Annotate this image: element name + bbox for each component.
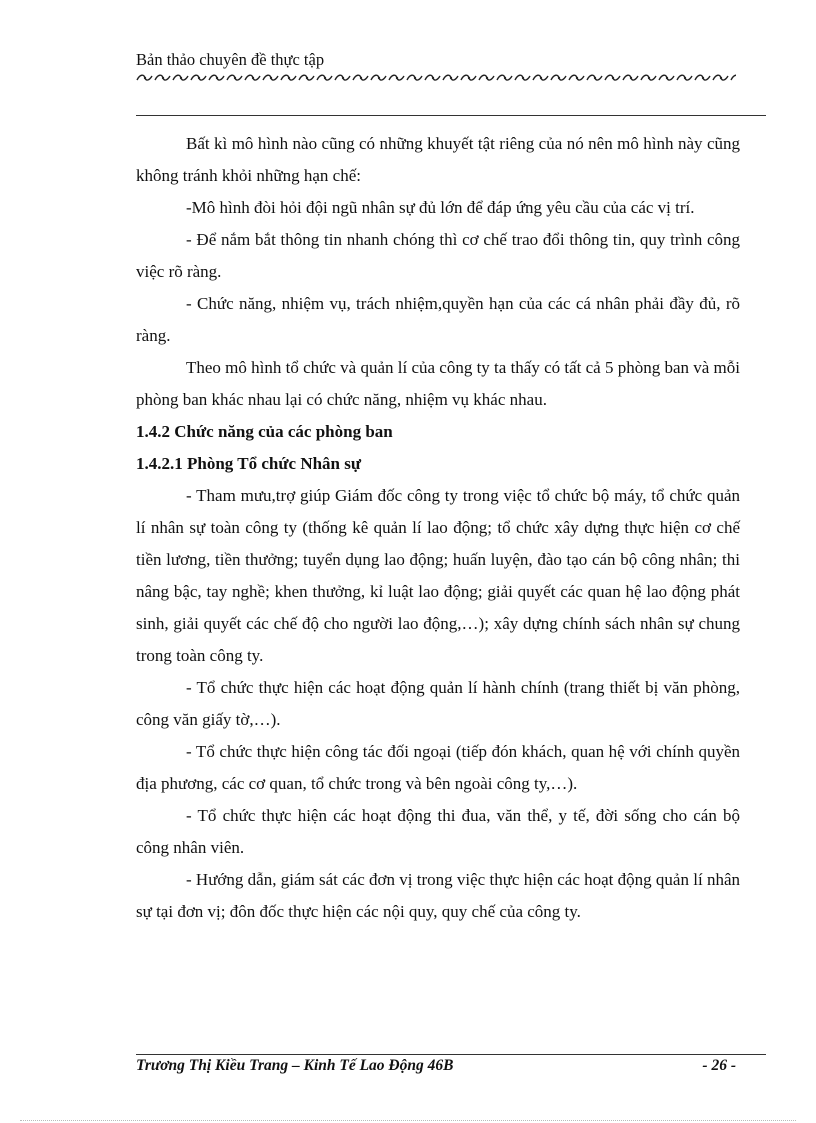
section-heading: 1.4.2 Chức năng của các phòng ban	[136, 422, 393, 441]
paragraph: - Tham mưu,trợ giúp Giám đốc công ty trong việc tổ chức bộ máy, tổ chức quản lí nhân sự toàn công ty (thống kê quản lí lao động; tổ chức xây dựng thực hiện cơ chế tiền lương, tiền thưởng; tuyển dụng lao động; huấn luyện, đào tạo cán bộ công nhân; thi nâng bậc, tay nghề; khen thưởng, kỉ luật lao động; giải quyết các quan hệ lao động phát sinh, giải quyết các chế độ cho người lao động,…); xây dựng chính sách nhân sự chung trong toàn công ty.	[136, 486, 740, 665]
page-header	[136, 50, 766, 84]
paragraph: -Mô hình đòi hỏi đội ngũ nhân sự đủ lớn để đáp ứng yêu cầu của các vị trí.	[186, 198, 695, 217]
footer-author: Trương Thị Kiều Trang – Kinh Tế Lao Động 46B	[136, 1057, 454, 1074]
paragraph: - Hướng dẫn, giám sát các đơn vị trong việc thực hiện các hoạt động quản lí nhân sự tại đơn vị; đôn đốc thực hiện các nội quy, quy chế của công ty.	[136, 870, 740, 921]
paragraph: - Để nắm bắt thông tin nhanh chóng thì cơ chế trao đổi thông tin, quy trình công việc rõ ràng.	[136, 230, 740, 281]
page-number: - 26 -	[702, 1057, 736, 1074]
page-footer	[136, 1057, 736, 1075]
paragraph: - Tổ chức thực hiện các hoạt động thi đua, văn thể, y tế, đời sống cho cán bộ công nhân viên.	[136, 806, 740, 857]
paragraph: Bất kì mô hình nào cũng có những khuyết tật riêng của nó nên mô hình này cũng không tránh khỏi những hạn chế:	[136, 134, 740, 185]
header-rule	[136, 115, 766, 116]
subsection-heading: 1.4.2.1 Phòng Tổ chức Nhân sự	[136, 454, 362, 473]
footer-rule	[136, 1054, 766, 1055]
paragraph: - Tổ chức thực hiện các hoạt động quản lí hành chính (trang thiết bị văn phòng, công văn giấy tờ,…).	[136, 678, 740, 729]
header-title: Bản thảo chuyên đề thực tập	[136, 50, 325, 69]
header-ornament	[136, 72, 736, 84]
paragraph: - Chức năng, nhiệm vụ, trách nhiệm,quyền hạn của các cá nhân phải đầy đủ, rõ ràng.	[136, 294, 740, 345]
paragraph: Theo mô hình tổ chức và quản lí của công ty ta thấy có tất cả 5 phòng ban và mỗi phòng ban khác nhau lại có chức năng, nhiệm vụ khác nhau.	[136, 358, 741, 409]
paragraph: - Tổ chức thực hiện công tác đối ngoại (tiếp đón khách, quan hệ với chính quyền địa phương, các cơ quan, tổ chức trong và bên ngoài công ty,…).	[136, 742, 740, 793]
document-body	[136, 128, 740, 928]
page-edge	[20, 1120, 796, 1121]
